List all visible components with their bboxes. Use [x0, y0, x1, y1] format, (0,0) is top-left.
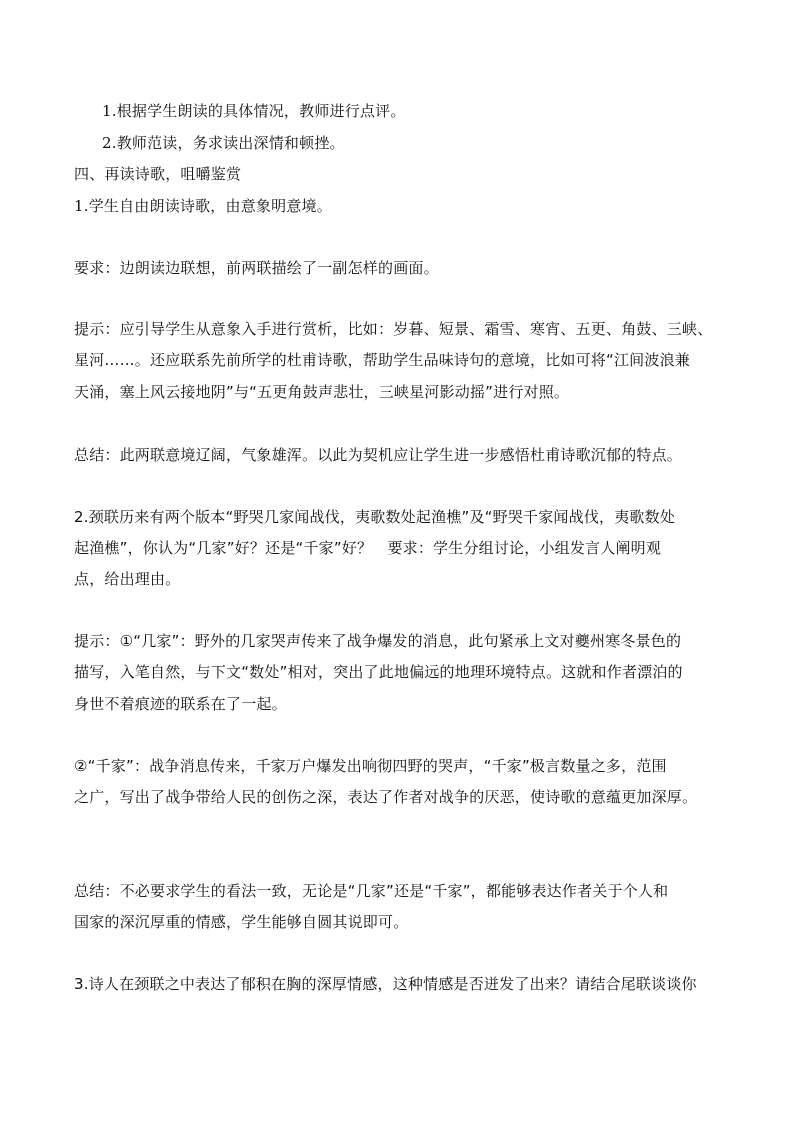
text-line: 国家的深沉厚重的情感，学生能够自圆其说即可。 [74, 913, 409, 931]
text-line: 要求：边朗读边联想，前两联描绘了一副怎样的画面。 [74, 259, 439, 277]
text-line: 起渔樵”，你认为“几家”好？还是“千家”好？ 要求：学生分组讨论，小组发言人阐明观 [74, 539, 662, 557]
text-line: 提示：①“几家”：野外的几家哭声传来了战争爆发的消息，此句紧承上文对夔州寒冬景色的 [74, 632, 682, 650]
text-line: 1.根据学生朗读的具体情况，教师进行点评。 [102, 102, 406, 120]
text-line: 3.诗人在颈联之中表达了郁积在胸的深厚情感，这种情感是否迸发了出来？请结合尾联谈谈你 [74, 975, 697, 993]
text-line: 星河……。还应联系先前所学的杜甫诗歌，帮助学生品味诗句的意境，比如可将“江间波浪兼 [74, 351, 690, 369]
text-line: 2.颈联历来有两个版本“野哭几家闻战伐，夷歌数处起渔樵”及“野哭千家闻战伐，夷歌数处 [74, 508, 676, 526]
text-line: 1.学生自由朗读诗歌，由意象明意境。 [74, 197, 332, 215]
text-line: ②“千家”：战争消息传来，千家万户爆发出响彻四野的哭声，“千家”极言数量之多，范围 [74, 757, 667, 775]
text-line: 提示：应引导学生从意象入手进行赏析，比如：岁暮、短景、霜雪、寒宵、五更、角鼓、三峡、 [74, 320, 713, 338]
text-line: 点，给出理由。 [74, 570, 181, 588]
text-line: 之广，写出了战争带给人民的创伤之深，表达了作者对战争的厌恶，使诗歌的意蕴更加深厚。 [74, 788, 698, 806]
text-line: 天涌，塞上风云接地阴”与“五更角鼓声悲壮，三峡星河影动摇”进行对照。 [74, 383, 570, 401]
text-line: 身世不着痕迹的联系在了一起。 [74, 695, 287, 713]
text-line: 总结：此两联意境辽阔，气象雄浑。以此为契机应让学生进一步感悟杜甫诗歌沉郁的特点。 [74, 446, 683, 464]
text-line: 2.教师范读，务求读出深情和顿挫。 [102, 134, 345, 152]
text-line: 描写，入笔自然，与下文“数处”相对，突出了此地偏远的地理环境特点。这就和作者漂泊的 [74, 663, 683, 681]
section-heading: 四、再读诗歌，咀嚼鉴赏 [74, 165, 242, 183]
text-line: 总结：不必要求学生的看法一致，无论是“几家”还是“千家”，都能够表达作者关于个人和 [74, 882, 669, 900]
